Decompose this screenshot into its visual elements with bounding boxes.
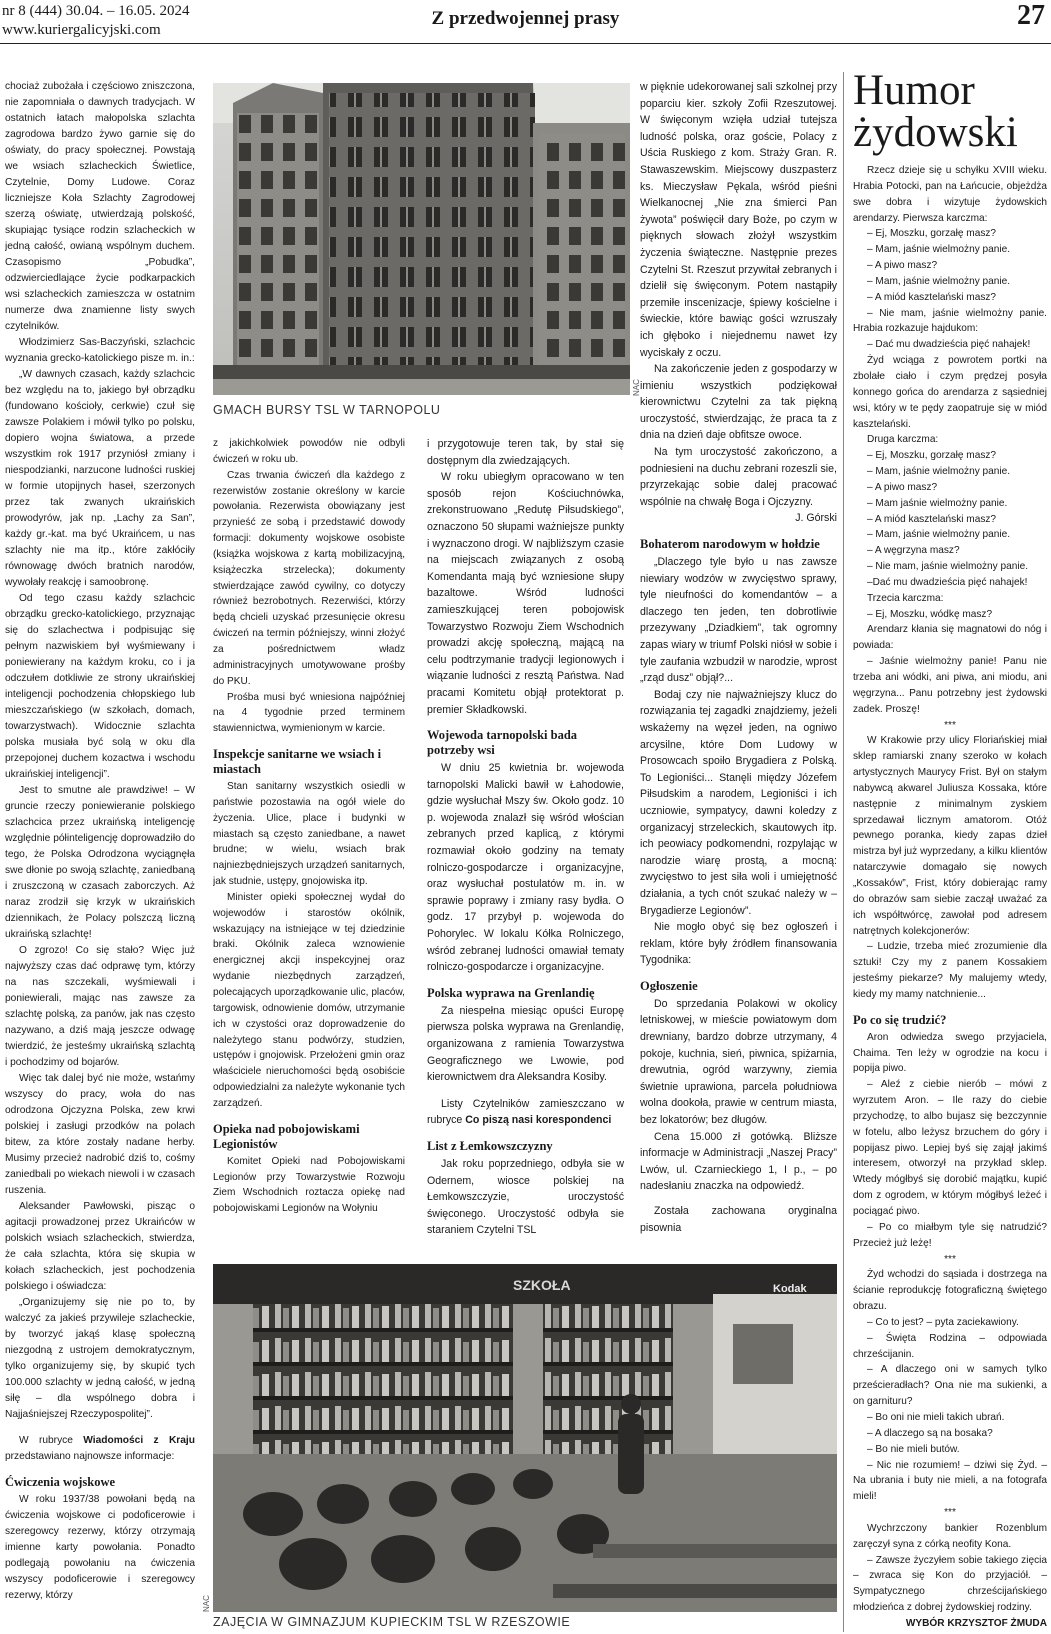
paragraph: Aleksander Pawłowski, pisząc o agitacji prowadzonej przez Ukraińców w polskich wsiach szlacheckich, stwierdza, że cała szlachta, która się skupia w kołach szlacheckich, jest pochodzenia polskiego i oświadcza: <box>5 1201 195 1292</box>
paragraph: – Jaśnie wielmożny panie! Panu nie trzeba ani wódki, ani piwa, ani miodu, ani węgrzyna... Panu potrzebny jest żydowski zadek. Proszę! <box>853 656 1047 715</box>
column-2 <box>213 436 405 1251</box>
paragraph: – Mam, jaśnie wielmożny panie. <box>867 529 1011 541</box>
paragraph: – A węgrzyna masz? <box>867 545 960 557</box>
photo-credit-top: NAC <box>632 379 641 396</box>
paragraph: „W dawnych czasach, każdy szlachcic bez względu na to, jakiego był obrządku (fundowano kościoły, cerkwie) czuł się zawsze Polakiem i mówił tylko po polsku, dopiero wojna światowa, a przede wszystkim rok 1917 przyniósł zmiany i niespodzianki, narzucone ludności ruskiej w formie utopijnych haseł, szerzonych przez tak zwanych ukraińskich prowodyrów, jak np. „Lachy za San”, każdy gr.-kat. ma być Ukraińcem, u nas szlachty nie ma itp., które zakłóciły równowagę dwóch bratnich narodów, wywołały reakcję i samoobronę. <box>5 369 195 588</box>
paragraph: Druga karczma: <box>867 434 939 446</box>
paragraph: W roku 1937/38 powołani będą na ćwiczenia wojskowe ci podoficerowie i szeregowcy rezerwy, którzy otrzymają imienne karty powołania. Ponadto podlegają powołaniu na ćwiczenia wszyscy podoficerowie i szeregowcy rezerwy, którzy <box>5 1494 195 1601</box>
rubric-intro: Listy Czytelników zamieszczano w rubryce <box>427 1097 624 1127</box>
paragraph: – Mam, jaśnie wielmożny panie. <box>867 244 1011 256</box>
paragraph: – A piwo masz? <box>867 260 938 272</box>
paragraph: Żyd wchodzi do sąsiada i dostrzega na ścianie reprodukcję fotograficzną świętego obrazu. <box>853 1269 1047 1313</box>
photo-caption-bottom: ZAJĘCIA W GIMNAZJUM KUPIECKIM TSL W RZESZOWIE <box>213 1615 571 1629</box>
paragraph: – Ej, Moszku, wódkę masz? <box>867 608 993 620</box>
building-illustration <box>213 83 630 395</box>
paragraph: Więc tak dalej być nie może, wstańmy wszyscy do pracy, woła do nas odrodzona Ojczyzna Polska, zew krwi polskiej i zasługi przodków na polach bitew, za które zostały nadane herby. Musimy przecież nadrobić dziś to, cośmy zaniedbali po wiekach niewoli i w czasach ruszenia. <box>5 1073 195 1196</box>
separator: *** <box>944 719 956 731</box>
paragraph: –Dać mu dwadzieścia pięć nahajek! <box>867 576 1028 588</box>
column-3 <box>427 436 624 1251</box>
humor-title-line-1: Humor <box>853 67 975 114</box>
column-4 <box>640 79 837 1252</box>
paragraph: – Bo oni nie mieli takich ubrań. <box>867 1411 1005 1423</box>
paragraph: Komitet Opieki nad Pobojowiskami Legionów przy Towarzystwie Rozwoju Ziem Wschodnich roztacza opiekę nad pobojowiskami Legionów na Wołyniu <box>213 1155 405 1215</box>
paragraph: O zgrozo! Co się stało? Więc już najwyższy czas dać odprawę tym, którzy na nas szczekali, wyśmiewali i poniewierali, mając nas zawsze za szlachtę polską, za panów, jak nas często nazywano, a dziś mają jeszcze odwagę twierdzić, że jesteśmy ukraińską szlachtą i pochodzimy od bojarów. <box>5 945 195 1068</box>
paragraph: – Mam, jaśnie wielmożny panie. <box>867 275 1011 287</box>
paragraph: Stan sanitarny wszystkich osiedli w państwie pozostawia na ogół wiele do życzenia. Ulice, place i budynki w miastach są często zaniedbane, a nawet brudne; w wielu, wsiach brak najniezbędniejszych urządzeń sanitarnych, jak studnie, ustępy, gnojowiska itp. <box>213 781 405 888</box>
paragraph: – Nie mam, jaśnie wielmożny panie. Hrabia rozkazuje hajdukom: <box>853 307 1047 335</box>
paragraph: W dniu 25 kwietnia br. wojewoda tarnopolski Malicki bawił w Łahodowie, gdzie wysłuchał Mszy św. Około godz. 10 p. wojewoda znalazł się wśród włościan zebranych przed kaplicą, z którymi rozmawiał około godziny na tematy rolniczo-gospodarcze i organizacyjne, oraz wysłuchał postulatów m. in. w sprawie poprawy i zmiany rasy bydła. O godz. 17 przybył p. wojewoda do Pohorylec. W lokalu Kółka Rolniczego, wśród zebranej ludności omawiał tematy rolniczo-gospodarcze i organizacyjne. <box>427 762 624 974</box>
paragraph: Czas trwania ćwiczeń dla każdego z rezerwistów zostanie określony w karcie powołania. Rezerwista obowiązany jest przynieść ze sobą i przedstawić dowody formacji: dokumenty wojskowe osobiste (książka wojskowa z kartą mobilizacyjną, książeczka strzelecka); dokumenty stwierdzające zawód cywilny, co dotyczy również bezrobotnych. Rezerwiści, którzy będą chcieli uzyskać przesunięcie okresu ćwiczeń na termin późniejszy, winni złożyć za pośrednictwem władz administracyjnych umotywowane prośby do PKU. <box>213 469 405 687</box>
paragraph: W Krakowie przy ulicy Floriańskiej miał sklep ramiarski znany szeroko w kołach artystycznych Maurycy Frist. Był on stałym nabywcą akwarel Juliusza Kossaka, które następnie z minimalnym zyskiem sprzedawał licznym amatorom. Otóż pewnego poranka, kiedy zapas dzieł mistrza był już wyprzedany, a kilku klientów natarczywie domagało się nowych „Kossaków”, Frist, który dobierając ramy do obrazów sam siebie zaczął uważać za ich współtwórcę, zawołał pod adresem natrętnych kolekcjonerów: <box>853 735 1047 937</box>
subheading: Bohaterom narodowym w hołdzie <box>640 537 820 552</box>
paragraph: – Mam, jaśnie wielmożny panie. <box>867 466 1011 478</box>
paragraph: Rzecz dzieje się u schyłku XVIII wieku. Hrabia Potocki, pan na Łańcucie, objeżdża swe dobra i wizytuje żydowskich arendarzy. Pierwsza karczma: <box>853 165 1047 224</box>
paragraph: – Ej, Moszku, gorzałę masz? <box>867 228 997 240</box>
column-1 <box>5 79 195 1631</box>
paragraph: z jakichkolwiek powodów nie odbyli ćwiczeń w roku ub. <box>213 438 405 465</box>
paragraph: – A miód kasztelański masz? <box>867 291 997 303</box>
paragraph: Trzecia karczma: <box>867 592 944 604</box>
paragraph: – Aleź z ciebie nierób – mówi z wyrzutem Aron. – Ile razy do ciebie przychodzę, to albo bujasz się bezczynnie w fotelu, albo leżysz brzuchem do góry i popijasz piwo. Lepiej byś się zajął jakimś interesem, otworzył na przykład sklep. Wtedy mógłbyś się dorobić majątku, kupić dom z ogrodem, w którym mógłbyś leżeć i pociągać piwo. <box>853 1079 1047 1217</box>
subheading: Po co się trudzić? <box>853 1012 947 1027</box>
paragraph: chociaż zubożała i częściowo zniszczona, nie zapomniała o dawnych tradycjach. W ostatnich łatach małopolska szlachta zagrodowa bardzo żywo garnie się do oświaty, do pracy społecznej. Powstają we wsiach szlacheckich Świetlice, Czytelnie, Domy Ludowe. Coraz liczniejsze Koła Szlachty Zagrodowej szerzą oświatę, utwierdzają polskość, skupiając tysiące rodzin szlacheckich w jedną całość, owianą wspólnym duchem. Czasopismo „Pobudka”, odzwierciedlające życie podkarpackich wsi szlacheckich zamieszcza w ostatnim numerze dwa znamienne listy swych czytelników. <box>5 81 195 332</box>
subheading: Ogłoszenie <box>640 978 698 993</box>
paragraph: Do sprzedania Polakowi w okolicy letniskowej, w mieście powiatowym dom drewniany, bardzo dobrze utrzymany, 4 pokoje, kuchnia, sień, piwnica, spiżarnia, drewutnia, ogród warzywny, ziemia świetnie uprawiona, parcela południowa wolna dookoła, prawie w centrum miasta, bez lokatorów; bez długów. <box>640 997 837 1127</box>
paragraph: – Ej, Moszku, gorzałę masz? <box>867 450 997 462</box>
section-title: Z przedwojennej prasy <box>431 8 620 29</box>
paragraph: – Nic nie rozumiem! – dziwi się Żyd. – Na ubrania i buty nie mieli, a na fotografa mieli! <box>853 1459 1047 1503</box>
paragraph: Żyd wciąga z powrotem portki na zbolałe ciało i czym prędzej posyła konnego gońca do arendarza z sąsiedniej wsi, który w te pędy zaopatruje się w miód kasztelański. <box>853 355 1047 430</box>
subheading: Ćwiczenia wojskowe <box>5 1475 116 1489</box>
photo-credit-bottom: NAC <box>202 1595 211 1612</box>
photo-caption-top: GMACH BURSY TSL W TARNOPOLU <box>213 403 441 417</box>
paragraph: Prośba musi być wniesiona najpóźniej na 4 tygodnie przed terminem stawiennictwa, wymienionym w karcie. <box>213 691 405 735</box>
photo-bursa-building <box>213 83 630 395</box>
school-sign: SZKOŁA <box>513 1277 571 1293</box>
paragraph: Jest to smutne ale prawdziwe! – W gruncie rzeczy poniewieranie polskiego szlachcica przez ukraińską inteligencję względnie półinteligencję doprowadziło do tego, że Polska Odrodzona wyciągnęła swe dłonie po swoją szlachtę, zaniedbaną i zruszczoną w czasach zaborczych. Aż naraz zrodził się krzyk w ukraińskich dziennikach, że Polacy polszczą liczną ukraińską szlachtę! <box>5 785 195 940</box>
humor-title <box>853 67 1018 156</box>
paragraph: – Bo nie mieli butów. <box>867 1443 960 1455</box>
rubric-outro: przedstawiano najnowsze informacje: <box>5 1451 175 1462</box>
paragraph: – Zawsze życzyłem sobie takiego zięcia – zwraca się Kon do przyjaciół. – Sympatycznego chrześcijańskiego młodzieńca z dobrej żydowskiej rodziny. <box>853 1554 1047 1614</box>
paragraph: – Święta Rodzina – odpowiada chrześcijanin. <box>853 1332 1047 1360</box>
paragraph: „Dlaczego tyle było u nas zawsze niewiary wodzów w zwycięstwo sprawy, tyle nieufności do komendantów – a dlaczego ten jeden, ten dobrotliwie przezywany „Dziadkiem”, tak ogromny zapas wiary w triumf Polski niósł w sobie i tyle zaufania wzbudził w narodzie, wprost „rząd dusz” objął?... <box>640 556 837 685</box>
paragraph: Cena 15.000 zł gotówką. Bliższe informacje w Administracji „Naszej Pracy” Lwów, ul. Czarnieckiego 1, I p., – po nadesłaniu znaczka na odpowiedź. <box>640 1130 837 1193</box>
paragraph <box>5 1433 195 1465</box>
paragraph: Bodaj czy nie najważniejszy klucz do rozwiązania tej zagadki znajdziemy, jeżeli wskażemy na węzeł jeden, na ogniwo arcysilne, które Dom Ludowy w Prosowcach spoiło Brygadiera z Polską. To Legioniści... Stanęli między Józefem Piłsudskim a narodem, Legioniści i ich uczniowie, sympatycy, dawni koledzy z organizacyj strzeleckich, skautowych itp. ich peowiacy podkomendni, rozpylając w narodzie wiarę prostą, a mocną: zwycięstwo to jest siła woli i umiejętność działania, a tych cnót szukać należy w – Brygadierze Legionów”. <box>640 688 837 917</box>
separator: *** <box>944 1507 956 1519</box>
subheading: Wojewoda tarnopolski bada potrzeby wsi <box>427 728 578 758</box>
paragraph: w pięknie udekorowanej sali szkolnej przy poparciu kier. szkoły Zofii Rzeszutowej. W święconym wzięła udział tutejsza ludność polska, oraz goście, Polacy z Uścia Ruskiego z kom. Straży Gran. R. Stawaszewskim. Miejscowy duszpasterz ks. Mieczysław Pękala, wśród pieśni Wielkanocnej „Nie zna śmierci Pan żywota” poświęcił dary Boże, po czym w pięknych słowach złożył wszystkim życzenia świąteczne. Następnie prezes Czytelni St. Rzeszut przywitał zebranych i dzielił się święconym. Potem nastąpiły przemiłe inscenizacje, śpiewy kościelne i świeckie, które bawiąc gości wzruszały ich głęboko i niejednemu nawet łzy wyciskały z oczu. <box>640 81 837 359</box>
paragraph: Arendarz kłania się magnatowi do nóg i powiada: <box>853 624 1047 652</box>
paragraph: Na tym uroczystość zakończono, a podniesieni na duchu zebrani rozeszli sie, przyrzekając sobie dalej pracować wspólnie na chwałę Boga i Ojczyzny. <box>640 446 837 508</box>
column-divider <box>843 72 844 1632</box>
rubric-name: Wiadomości z Kraju <box>83 1435 195 1446</box>
humor-column <box>853 163 1047 1633</box>
paragraph: Została zachowana oryginalna pisownia <box>640 1205 837 1234</box>
paragraph: – A dlaczego oni w samych tylko prześcieradłach? Ona nie ma sukienki, a on garnituru? <box>853 1364 1047 1408</box>
paragraph <box>427 1096 624 1129</box>
issue-number: nr 8 (444) 30.04. – 16.05. 2024 <box>2 3 190 19</box>
paragraph: – A piwo masz? <box>867 481 938 493</box>
paragraph: Wychrzczony bankier Rozenblum zaręczył syna z córką neofity Kona. <box>853 1522 1047 1550</box>
paragraph: – Ludzie, trzeba mieć zrozumienie dla sztuki! Czy my z panem Kossakiem jesteśmy piekarze? My malujemy wtedy, kiedy my mamy natchnienie... <box>853 941 1047 1000</box>
paragraph: Minister opieki społecznej wydał do wojewodów i starostów okólnik, wskazujący na istniejące w tej dziedzinie braki. Okólnik zaleca wznowienie energicznej akcji inspekcyjnej oraz wydanie niezbędnych zarządzeń, polecających uporządkowanie ulic, placów, targowisk, odnowienie domów, utrzymanie ich w czystości oraz doprowadzenie do należytego stanu podwórzy, studzien, ustępów i gnojowisk. Przełożeni gmin oraz właściciele nieruchomości będą osobiście odpowiedzialni za należyte wykonanie tych zarządzeń. <box>213 891 405 1109</box>
paragraph: Na zakończenie jeden z gospodarzy w imieniu wszystkich podziękował kierownictwu Czytelni za tak piękną uroczystość, stwierdzając, że praca ta z dnia na dzień daje obfitsze owoce. <box>640 363 837 442</box>
humor-title-line-2: żydowski <box>853 109 1018 156</box>
paragraph: Nie mogło obyć się bez ogłoszeń i reklam, które były źródłem finansowania Tygodnika: <box>640 921 837 967</box>
photo-classroom <box>213 1264 837 1612</box>
paragraph: Od tego czasu każdy szlachcic obrządku grecko-katolickiego, przyznając się do szlachectwa i podpisując się pełnym nazwiskiem był wyśmiewany i poniewierany na każdym kroku, co i ja odczułem dotkliwie ze strony ukraińskiej inteligencji pochodzenia chłopskiego lub mieszczańskiego (w szkołach, domach, towarzystwach). Widocznie szlachta polska musiała być solą w oku dla przepojonej duchem kozactwa i wschodu ukraińskiej inteligencji”. <box>5 593 195 780</box>
subheading: List z Łemkowszczyzny <box>427 1138 553 1153</box>
paragraph: W roku ubiegłym opracowano w ten sposób rejon Kościuchnówka, zrekonstruowano „Redutę Piłsudskiego”, oznaczono 50 słupami ważniejsze punkty i wyznaczono drogi. W najbliższym czasie na miejscach związanych z osobą Komendanta mają być wzniesione słupy bazaltowe. Wśród ludności zamieszkującej teren pobojowisk Towarzystwo Rozwoju Ziem Wschodnich prowadzi akcję społeczną, mającą na celu podtrzymanie tradycji legionowych i wiązanie ludności z resztą Państwa. Nad pracami Komitetu objął protektorat p. premier Składkowski. <box>427 471 624 716</box>
paragraph: – Co to jest? – pyta zaciekawiony. <box>867 1316 1019 1328</box>
shop-sign-kodak: Kodak <box>773 1283 807 1295</box>
paragraph: – Dać mu dwadzieścia pięć nahajek! <box>867 339 1031 351</box>
subheading: Opieka nad pobojowiskami Legionistów <box>213 1121 360 1151</box>
paragraph: – Mam jaśnie wielmożny panie. <box>867 497 1008 509</box>
author-signature: J. Górski <box>795 512 837 525</box>
paragraph: Włodzimierz Sas-Baczyński, szlachcic wyznania grecko-katolickiego pisze m. in.: <box>5 337 195 364</box>
rubric-intro: W rubryce <box>19 1435 73 1446</box>
paragraph: „Organizujemy się nie po to, by walczyć za jakieś przywileje szlacheckie, by tworzyć jakąś klasę społeczną niezgodną z ustrojem demokratycznym, tylko organizujemy się, by skupić tych 100.000 szlachty w jedną całość, w jedną siłę – dla wspólnego dobra i Najjaśniejszej Rzeczypospolitej”. <box>5 1297 195 1420</box>
page-header <box>0 0 1051 44</box>
paragraph: Jak roku poprzedniego, odbyła sie w Odernem, wiosce polskiej na Łemkowszczyzie, uroczystość święconego. Uroczystość odbyła sie staraniem Czytelni TSL <box>427 1157 624 1237</box>
website-link[interactable]: www.kuriergalicyjski.com <box>2 22 161 38</box>
page-number: 27 <box>1017 0 1045 31</box>
paragraph: – A dlaczego są na bosaka? <box>867 1427 993 1439</box>
classroom-illustration <box>213 1264 837 1612</box>
rubric-name: Co piszą nasi korespondenci <box>465 1114 612 1127</box>
header-rule <box>0 43 1051 44</box>
separator: *** <box>944 1253 956 1265</box>
subheading: Inspekcje sanitarne we wsiach i miastach <box>213 747 382 777</box>
paragraph: – Po co miałbym tyle się natrudzić? Przecież już leżę! <box>853 1221 1047 1249</box>
editor-signature: WYBÓR KRZYSZTOF ŻMUDA <box>905 1617 1047 1629</box>
paragraph: – Nie mam, jaśnie wielmożny panie. <box>867 561 1029 573</box>
paragraph: Aron odwiedza swego przyjaciela, Chaima. Ten leży w ogrodzie na kocu i popija piwo. <box>853 1031 1047 1075</box>
paragraph: i przygotowuje teren tak, by stał się dostępnym dla zwiedzających. <box>427 438 624 467</box>
paragraph: Za niespełna miesiąc opuści Europę pierwsza polska wyprawa na Grenlandię, organizowana z ramienia Towarzystwa Geograficznego we Lwowie, pod kierownictwem dra Aleksandra Kosiby. <box>427 1004 624 1084</box>
paragraph: – A miód kasztelański masz? <box>867 513 997 525</box>
subheading: Polska wyprawa na Grenlandię <box>427 985 595 1000</box>
